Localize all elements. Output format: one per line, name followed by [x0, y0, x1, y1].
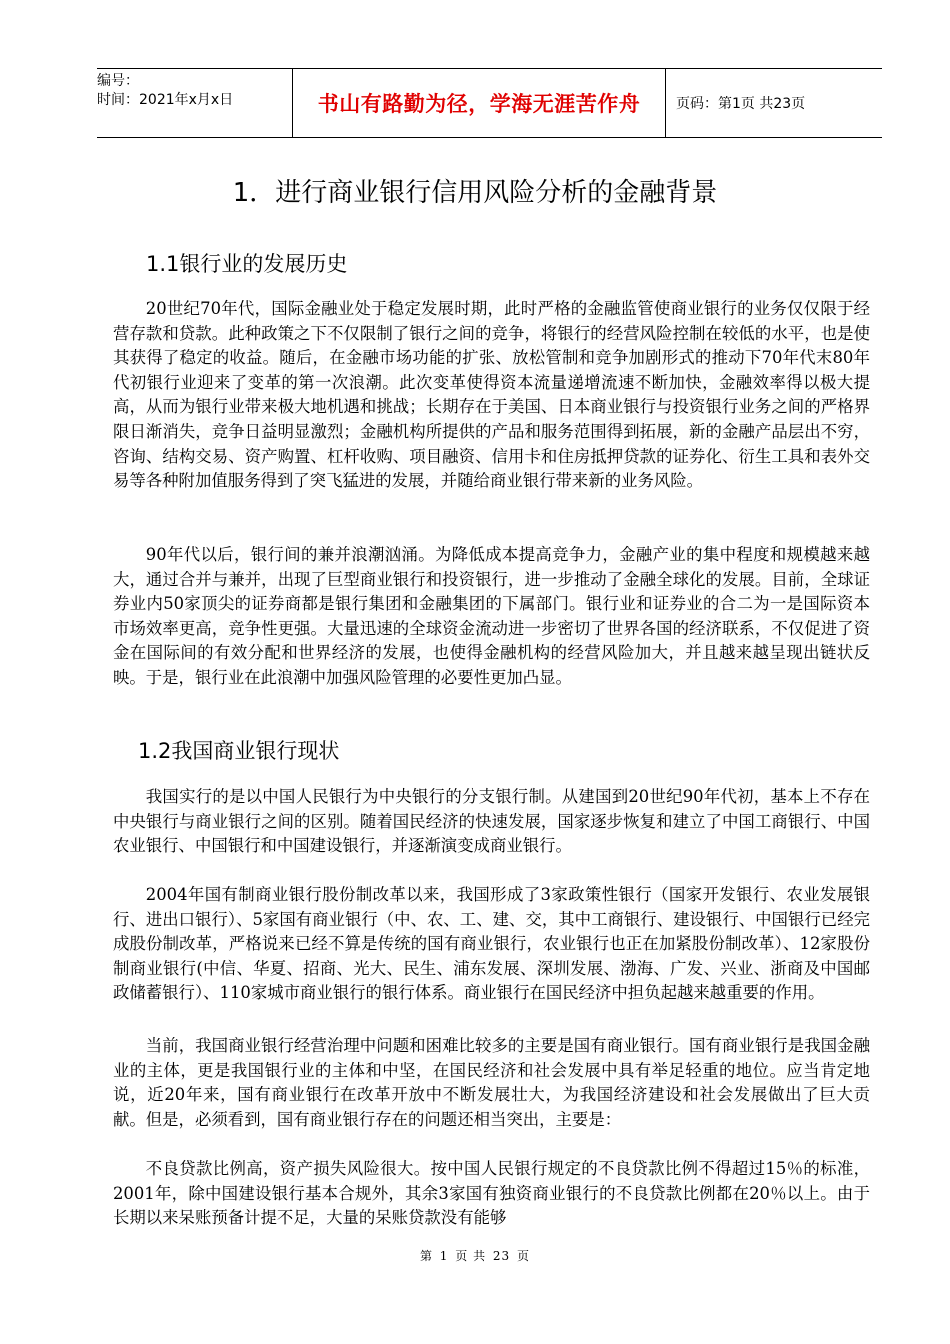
footer-page-total: 23	[492, 1249, 511, 1263]
doc-time-label: 时间：2021年x月x日	[97, 92, 234, 108]
footer-page-suffix: 页	[517, 1249, 531, 1263]
paragraph: 2004年国有制商业银行股份制改革以来，我国形成了3家政策性银行（国家开发银行、农业发展银行、进出口银行）、5家国有商业银行（中、农、工、建、交，其中工商银行、建设银行、中国银行已经完成股份制改革，严格说来已经不算是传统的国有商业银行，农业银行也正在加紧股份制改革）、12家股份制商业银行(中信、华夏、招商、光大、民生、浦东发展、深圳发展、渤海、广发、兴业、浙商及中国邮政储蓄银行）、110家城市商业银行的银行体系。商业银行在国民经济中担负起越来越重要的作用。	[113, 885, 870, 1003]
header-meta	[97, 69, 292, 137]
page-footer	[0, 1247, 950, 1264]
page-header	[97, 68, 882, 138]
paragraph: 90年代以后，银行间的兼并浪潮汹涌。为降低成本提高竞争力，金融产业的集中程度和规模越来越大，通过合并与兼并，出现了巨型商业银行和投资银行，进一步推动了金融全球化的发展。目前，全球证券业内50家顶尖的证券商都是银行集团和金融集团的下属部门。银行业和证券业的合二为一是国际资本市场效率更高，竞争性更强。大量迅速的全球资金流动进一步密切了世界各国的经济联系，不仅促进了资金在国际间的有效分配和世界经济的发展，也使得金融机构的经营风险加大，并且越来越呈现出链状反映。于是，银行业在此浪潮中加强风险管理的必要性更加凸显。	[113, 545, 870, 687]
section-heading-1-1: 1.1银行业的发展历史	[146, 252, 348, 276]
footer-page-mid: 页 共	[455, 1249, 487, 1263]
paragraph: 不良贷款比例高，资产损失风险很大。按中国人民银行规定的不良贷款比例不得超过15％的标准，2001年，除中国建设银行基本合规外，其余3家国有独资商业银行的不良贷款比例都在20％以上。由于长期以来呆账预备计提不足，大量的呆账贷款没有能够	[113, 1159, 870, 1228]
footer-page-number: 1	[439, 1249, 449, 1263]
document-title: 1．进行商业银行信用风险分析的金融背景	[232, 178, 718, 208]
doc-code-label: 编号：	[97, 73, 139, 89]
section-heading-1-2: 1.2我国商业银行现状	[138, 739, 340, 763]
paragraph: 我国实行的是以中国人民银行为中央银行的分支银行制。从建国到20世纪90年代初，基本上不存在中央银行与商业银行之间的区别。随着国民经济的快速发展，国家逐步恢复和建立了中国工商银行、中国农业银行、中国银行和中国建设银行，并逐渐演变成商业银行。	[113, 787, 870, 856]
paragraph: 当前，我国商业银行经营治理中问题和困难比较多的主要是国有商业银行。国有商业银行是我国金融业的主体，更是我国银行业的主体和中坚，在国民经济和社会发展中具有举足轻重的地位。应当肯定地说，近20年来，国有商业银行在改革开放中不断发展壮大，为我国经济建设和社会发展做出了巨大贡献。但是，必须看到，国有商业银行存在的问题还相当突出，主要是：	[113, 1036, 870, 1129]
footer-page-prefix: 第	[419, 1249, 433, 1263]
header-motto: 书山有路勤为径，学海无涯苦作舟	[292, 69, 666, 137]
header-page-info: 页码：第1页 共23页	[676, 96, 806, 112]
paragraph: 20世纪70年代，国际金融业处于稳定发展时期，此时严格的金融监管使商业银行的业务仅仅限于经营存款和贷款。此种政策之下不仅限制了银行之间的竞争，将银行的经营风险控制在较低的水平，也是使其获得了稳定的收益。随后，在金融市场功能的扩张、放松管制和竞争加剧形式的推动下70年代末80年代初银行业迎来了变革的第一次浪潮。此次变革使得资本流量递增流速不断加快，金融效率得以极大提高，从而为银行业带来极大地机遇和挑战；长期存在于美国、日本商业银行与投资银行业务之间的严格界限日渐消失，竞争日益明显激烈；金融机构所提供的产品和服务范围得到拓展，新的金融产品层出不穷，咨询、结构交易、资产购置、杠杆收购、项目融资、信用卡和住房抵押贷款的证券化、衍生工具和表外交易等各种附加值服务得到了突飞猛进的发展，并随给商业银行带来新的业务风险。	[113, 299, 870, 491]
